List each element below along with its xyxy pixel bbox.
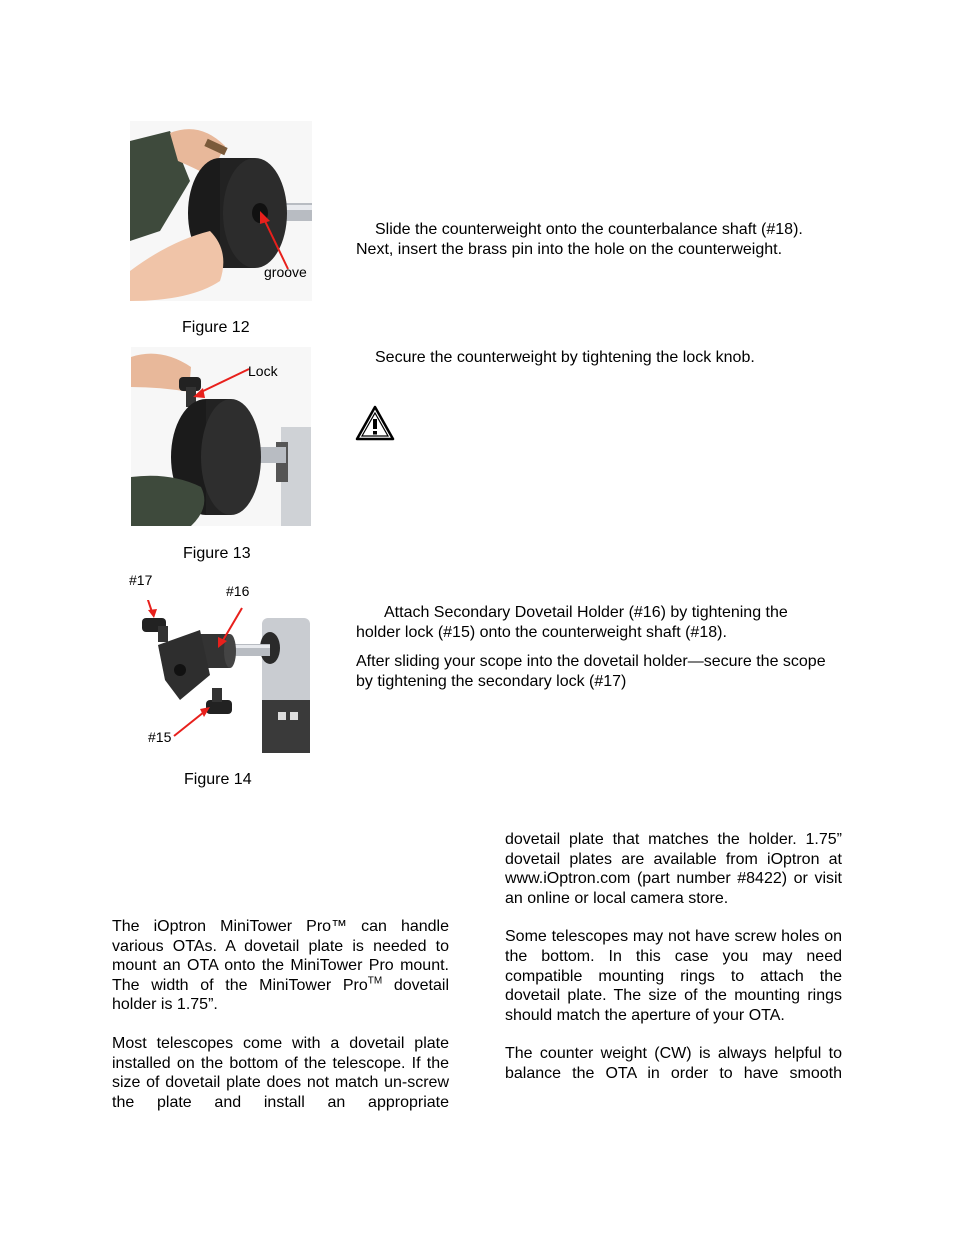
- warning-triangle-icon: [355, 405, 395, 441]
- label-15: #15: [148, 729, 172, 745]
- figure-13-caption: Figure 13: [183, 545, 251, 562]
- right-column: [505, 830, 842, 1103]
- left-paragraph-1: The iOptron MiniTower Pro™ can handle various OTAs. A dovetail plate is needed to mount an OTA onto the MiniTower Pro mount. The width of the MiniTower Pro™ dovetail holder is 1.75”.: [112, 918, 449, 1014]
- figure-14-text-2: After sliding your scope into the dovetail holder—secure the scope by tightening the secondary lock (#17): [356, 653, 826, 690]
- label-16: #16: [226, 583, 250, 599]
- left-paragraph-2: Most telescopes come with a dovetail plate installed on the bottom of the telescope. If the size of dovetail plate does not match un-screw the plate and install an appropriate: [112, 1034, 449, 1111]
- label-17: #17: [129, 572, 153, 588]
- lock-label: Lock: [248, 363, 278, 379]
- figure-14-text-1: Attach Secondary Dovetail Holder (#16) by tightening the holder lock (#15) onto the counterweight shaft (#18).: [356, 604, 788, 641]
- figure-13-text: Secure the counterweight by tightening the lock knob.: [375, 349, 755, 366]
- figure-12-caption: Figure 12: [182, 319, 250, 336]
- figure-14-caption: Figure 14: [184, 771, 252, 788]
- figure-12-text: Slide the counterweight onto the counterbalance shaft (#18). Next, insert the brass pin into the hole on the counterweight.: [356, 221, 803, 258]
- groove-label: groove: [264, 264, 307, 280]
- right-paragraph-2: Some telescopes may not have screw holes on the bottom. In this case you may need compatible mounting rings to attach the dovetail plate. The size of the mounting rings should match the aperture of your OTA.: [505, 928, 842, 1024]
- left-column: [112, 917, 449, 1131]
- figure-13-photo: [131, 347, 311, 526]
- right-paragraph-1: dovetail plate that matches the holder. 1.75” dovetail plates are available from iOptron at www.iOptron.com (part number #8422) or visit an online or local camera store.: [505, 831, 842, 907]
- right-paragraph-3: The counter weight (CW) is always helpful to balance the OTA in order to have smooth: [505, 1045, 842, 1082]
- lock-knob-illustration: [131, 347, 311, 526]
